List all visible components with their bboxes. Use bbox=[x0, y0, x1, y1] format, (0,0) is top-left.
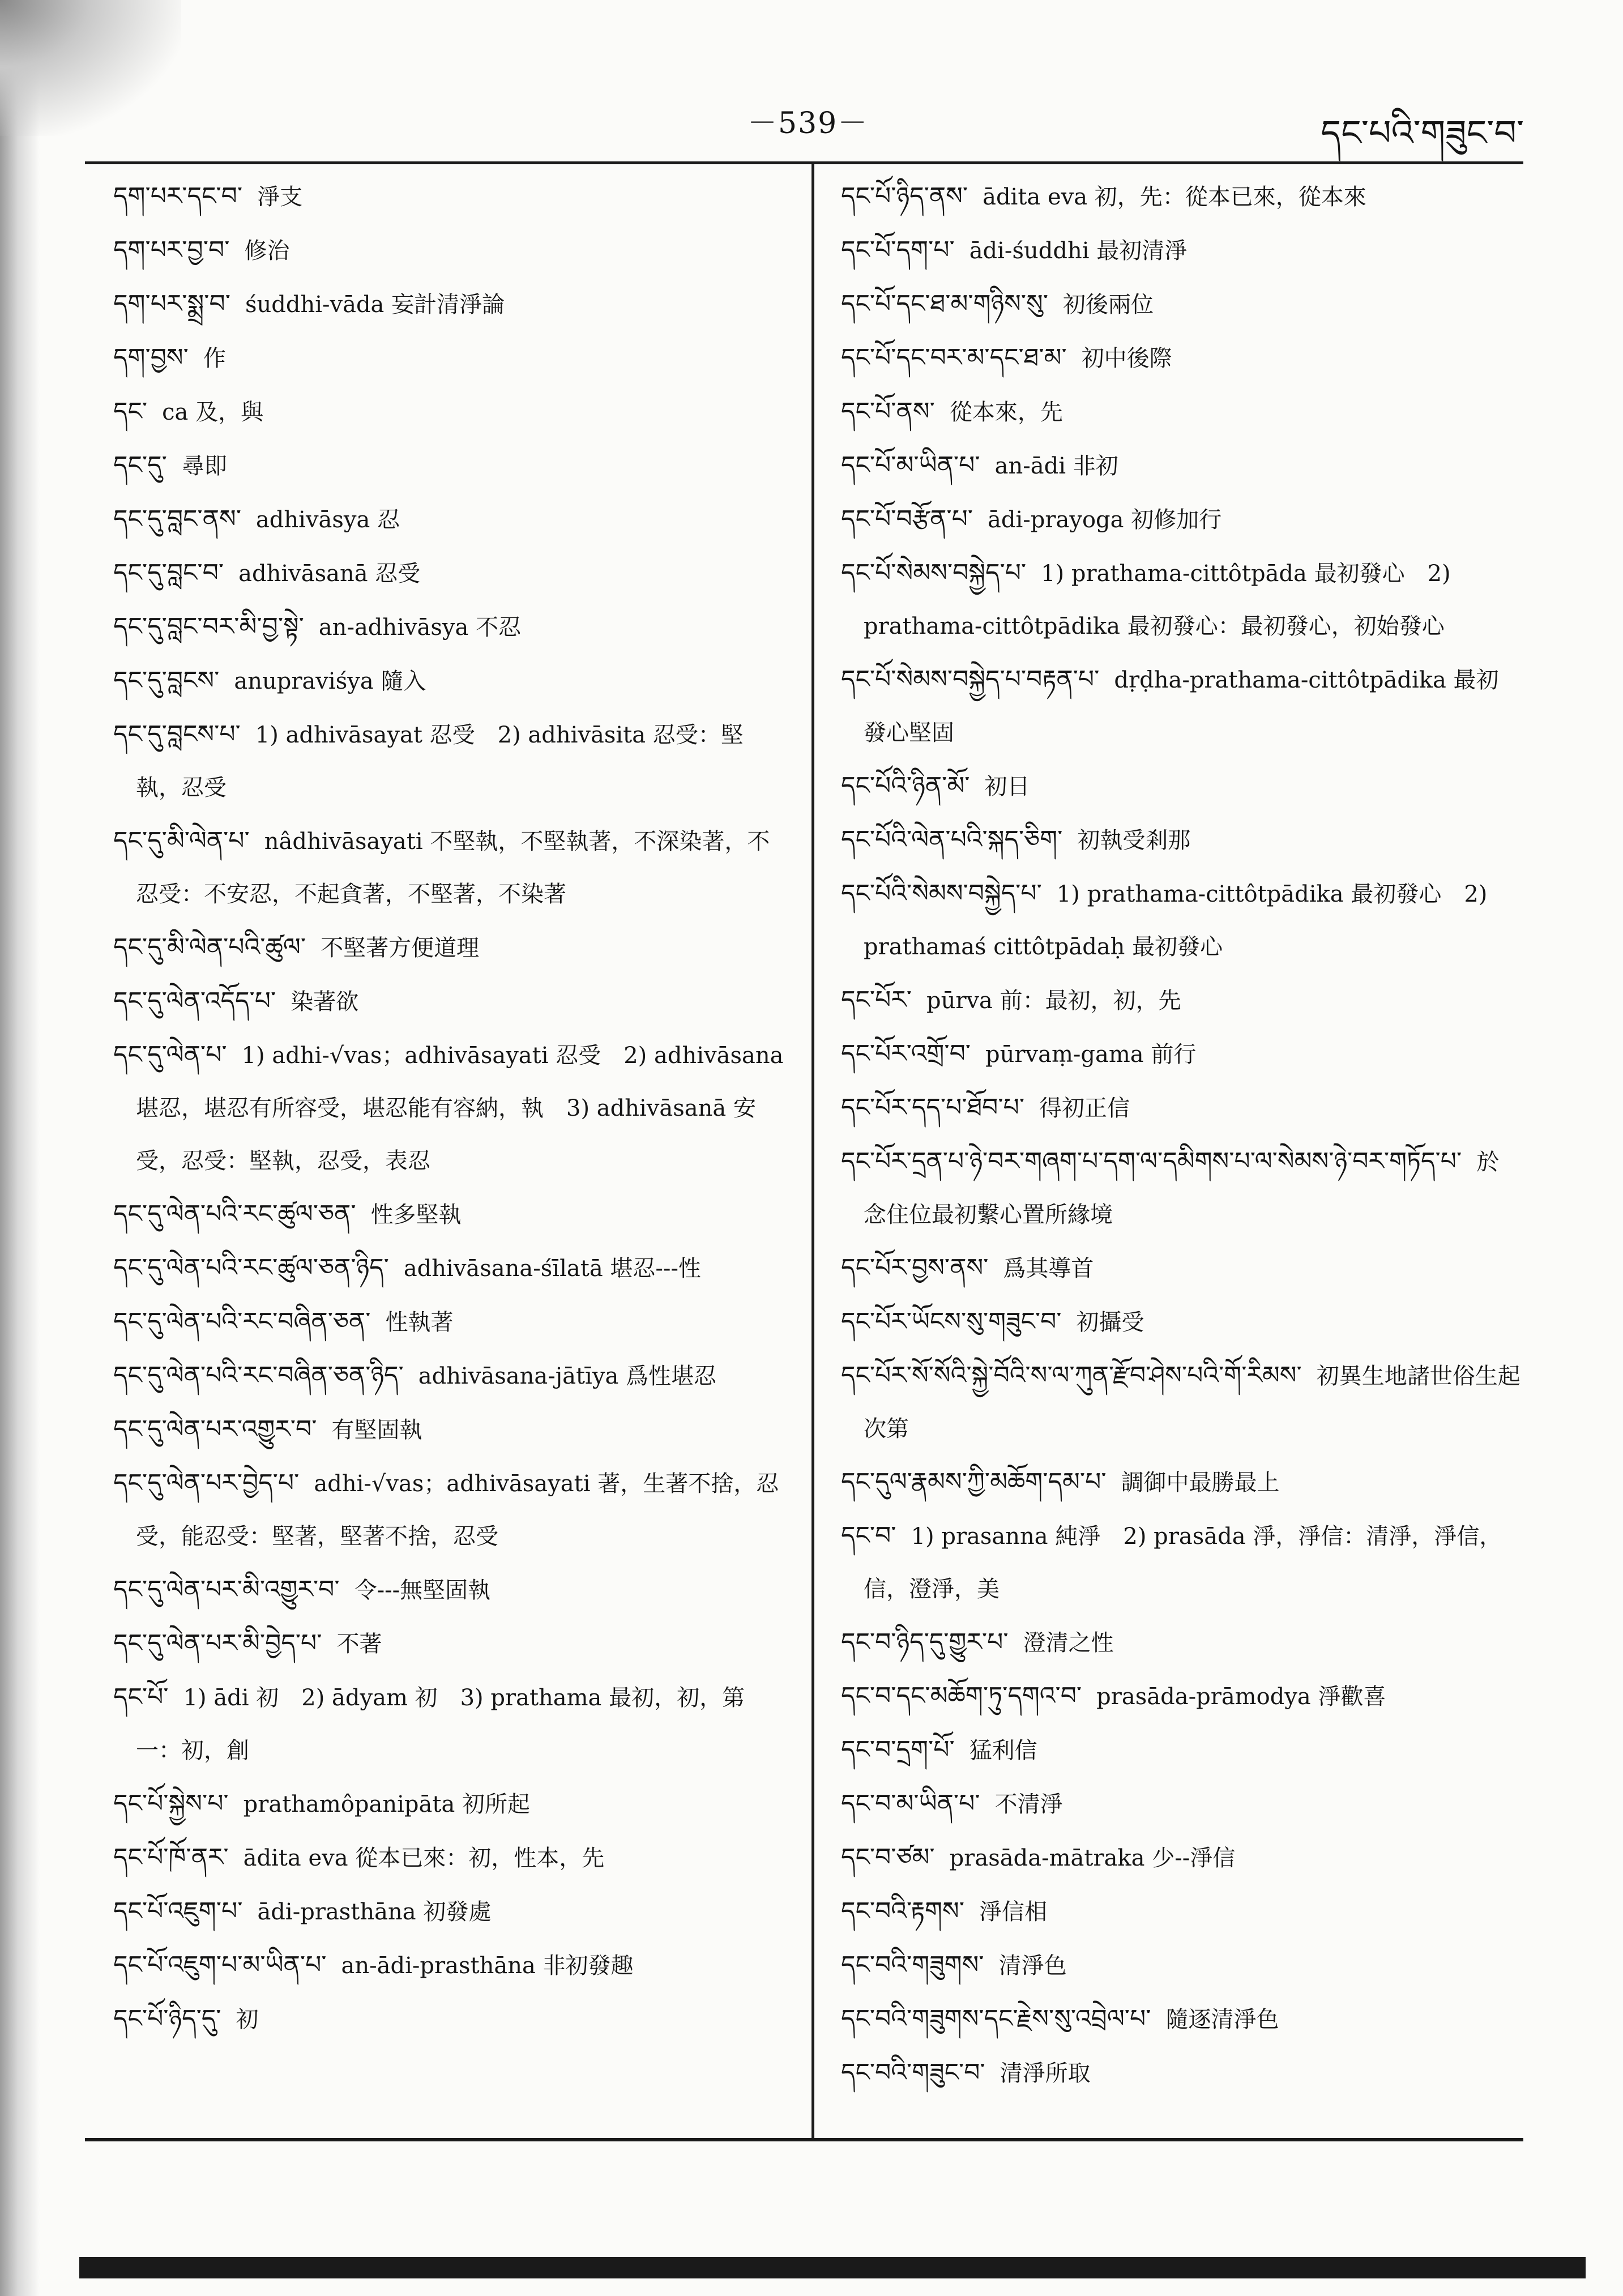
entry-definition: 調御中最勝最上 bbox=[1121, 1470, 1280, 1496]
entry-definition: 猛利信 bbox=[969, 1738, 1037, 1764]
dictionary-entry bbox=[841, 224, 1521, 278]
entry-definition: 於念住位最初繫心置所緣境 bbox=[864, 1149, 1500, 1228]
tibetan-headword: དང་བའི་རྟགས་ bbox=[841, 1897, 964, 1926]
entry-definition: 有堅固執 bbox=[331, 1417, 422, 1443]
entry-definition: 初執受剎那 bbox=[1077, 827, 1191, 853]
dictionary-entry bbox=[113, 1992, 784, 2046]
entry-definition: 1) ādi 初 2) ādyam 初 3) prathama 最初，初，第一：初，創 bbox=[136, 1685, 745, 1764]
dictionary-entry bbox=[841, 1027, 1521, 1081]
entry-definition: an-ādi 非初 bbox=[994, 453, 1118, 479]
entry-definition: 性執著 bbox=[385, 1309, 454, 1335]
entry-definition: ādita eva 從本已來：初，性本，先 bbox=[243, 1845, 605, 1871]
right-column bbox=[841, 170, 1521, 2129]
entry-definition: adhivāsanā 忍受 bbox=[238, 561, 421, 587]
tibetan-headword: དང་པོ་དང་བར་མ་དང་ཐ་མ་ bbox=[841, 343, 1067, 372]
left-column bbox=[113, 170, 784, 2129]
column-divider bbox=[812, 164, 814, 2141]
dictionary-entry bbox=[841, 1723, 1521, 1777]
entry-definition: dṛḍha-prathama-cittôtpādika 最初發心堅固 bbox=[864, 667, 1499, 746]
dictionary-entry bbox=[841, 1777, 1521, 1831]
dictionary-entry bbox=[841, 170, 1521, 224]
entry-definition: an-ādi-prasthāna 非初發趣 bbox=[341, 1953, 634, 1979]
tibetan-headword: དང་དུ་བླང་བ་ bbox=[113, 558, 224, 587]
dictionary-entry bbox=[113, 654, 784, 708]
dictionary-entry bbox=[113, 493, 784, 547]
dictionary-entry bbox=[841, 759, 1521, 813]
dictionary-entry bbox=[113, 1457, 784, 1563]
entry-definition: adhi-√vas；adhivāsayati 著，生著不捨，忍受，能忍受：堅著，堅著不捨，忍受 bbox=[136, 1471, 779, 1550]
entry-definition: 淨信相 bbox=[979, 1899, 1047, 1925]
dictionary-entry bbox=[841, 1616, 1521, 1670]
tibetan-headword: དང་པོར་བྱས་ནས་ bbox=[841, 1253, 989, 1282]
entry-definition: 澄清之性 bbox=[1023, 1630, 1114, 1656]
tibetan-headword: དང་པོ་ཉིད་ནས་ bbox=[841, 182, 968, 211]
entry-definition: pūrvaṃ-gama 前行 bbox=[985, 1042, 1197, 1068]
tibetan-headword: དང་དུ་མི་ལེན་པ་ bbox=[113, 826, 250, 855]
dictionary-entry bbox=[841, 1456, 1521, 1509]
dictionary-entry bbox=[841, 1081, 1521, 1135]
entry-definition: prathamôpanipāta 初所起 bbox=[243, 1791, 531, 1817]
tibetan-headword: དང་དུ་བླངས་ bbox=[113, 666, 220, 695]
tibetan-headword: དང་བའི་གཟུང་བ་ bbox=[841, 2058, 985, 2087]
entry-definition: śuddhi-vāda 妄計清淨論 bbox=[245, 292, 505, 318]
running-head: དང་པའི་གཟུང་བ་ bbox=[1321, 112, 1524, 153]
dictionary-entry bbox=[841, 547, 1521, 653]
page-edge-shadow bbox=[0, 0, 40, 2296]
entry-definition: 初後兩位 bbox=[1063, 292, 1154, 318]
dictionary-entry bbox=[113, 331, 784, 385]
tibetan-headword: དང་པོ་དང་ཐ་མ་གཉིས་སུ་ bbox=[841, 289, 1048, 318]
dictionary-entry bbox=[113, 1671, 784, 1777]
tibetan-headword: དག་བྱས་ bbox=[113, 343, 189, 372]
entry-definition: 清淨色 bbox=[998, 1953, 1067, 1979]
dictionary-entry bbox=[113, 975, 784, 1028]
tibetan-headword: དང་པོ་བརྩོན་པ་ bbox=[841, 505, 973, 534]
dictionary-entry bbox=[113, 1028, 784, 1188]
entry-definition: 初攝受 bbox=[1076, 1309, 1144, 1335]
dictionary-entry bbox=[841, 331, 1521, 385]
tibetan-headword: དང་པོ་ནས་ bbox=[841, 397, 935, 426]
top-rule bbox=[85, 161, 1523, 164]
tibetan-headword: དང་དུ་ལེན་འདོད་པ་ bbox=[113, 987, 276, 1015]
tibetan-headword: དང་པོར་འགྲོ་བ་ bbox=[841, 1039, 971, 1068]
tibetan-headword: དང་དུ་ལེན་པར་མི་བྱེད་པ་ bbox=[113, 1629, 322, 1658]
entry-definition: prasāda-mātraka 少--淨信 bbox=[949, 1845, 1236, 1871]
dictionary-entry bbox=[113, 385, 784, 439]
dictionary-entry bbox=[841, 974, 1521, 1027]
entry-definition: 淨支 bbox=[257, 184, 303, 210]
entry-definition: 不堅著方便道理 bbox=[321, 935, 480, 961]
dictionary-entry bbox=[841, 2046, 1521, 2100]
entry-definition: 1) adhi-√vas；adhivāsayati 忍受 2) adhivāsana 堪忍，堪忍有所容受，堪忍能有容納，執 3) adhivāsanā 安受，忍受：堅執，忍受，表忍 bbox=[136, 1043, 784, 1174]
tibetan-headword: དང་པོ་སྐྱེས་པ་ bbox=[113, 1789, 229, 1818]
tibetan-headword: དང་པོའི་ལེན་པའི་སྐད་ཅིག་ bbox=[841, 825, 1063, 854]
entry-definition: prasāda-prāmodya 淨歡喜 bbox=[1096, 1684, 1386, 1710]
dictionary-entry bbox=[841, 1135, 1521, 1241]
dictionary-entry bbox=[841, 653, 1521, 759]
entry-definition: 隨逐清淨色 bbox=[1165, 2007, 1279, 2033]
entry-definition: 爲其導首 bbox=[1003, 1256, 1094, 1282]
entry-definition: 初 bbox=[236, 2007, 259, 2033]
entry-definition: anupraviśya 隨入 bbox=[234, 668, 426, 694]
dictionary-entry bbox=[841, 1509, 1521, 1616]
dictionary-entry bbox=[841, 813, 1521, 867]
entry-definition: 染著欲 bbox=[291, 989, 359, 1015]
dictionary-entry bbox=[841, 867, 1521, 974]
tibetan-headword: དང་དུ་བླང་ནས་ bbox=[113, 505, 241, 534]
entry-definition: 作 bbox=[203, 345, 226, 372]
tibetan-headword: དང་པོར་དད་པ་ཐོབ་པ་ bbox=[841, 1093, 1025, 1122]
tibetan-headword: དང་པོ་སེམས་བསྐྱེད་པ་ bbox=[841, 558, 1027, 587]
entry-definition: ādi-śuddhi 最初清淨 bbox=[969, 238, 1188, 264]
dictionary-entry bbox=[113, 1617, 784, 1671]
tibetan-headword: དང་བའི་གཟུགས་ bbox=[841, 1951, 984, 1979]
dictionary-entry bbox=[113, 1349, 784, 1403]
tibetan-headword: དང་པོར་སོ་སོའི་སྐྱེ་བོའི་ས་ལ་ཀུན་རྫོབ་ཤེས་པའི་གོ་རིམས་ bbox=[841, 1361, 1302, 1390]
tibetan-headword: དང་དུ་བླང་བར་མི་བྱ་སྟེ་ bbox=[113, 612, 304, 641]
entry-definition: adhivāsana-jātīya 爲性堪忍 bbox=[418, 1363, 717, 1389]
tibetan-headword: དང་བ་ཉིད་དུ་གྱུར་པ་ bbox=[841, 1628, 1009, 1657]
tibetan-headword: དང་བ་དྲག་པོ་ bbox=[841, 1735, 955, 1764]
tibetan-headword: དང་པོ་མ་ཡིན་པ་ bbox=[841, 451, 980, 480]
entry-definition: 1) prathama-cittôtpādika 最初發心 2) prathamaś cittôtpādaḥ 最初發心 bbox=[864, 881, 1488, 960]
dictionary-entry bbox=[113, 1241, 784, 1295]
tibetan-headword: དང་དུ་ bbox=[113, 451, 167, 480]
tibetan-headword: དག་པར་སྨྲ་བ་ bbox=[113, 289, 230, 318]
dictionary-entry bbox=[113, 1295, 784, 1349]
tibetan-headword: དང་དུ་ལེན་པའི་རང་བཞིན་ཅན་ bbox=[113, 1307, 371, 1336]
dictionary-entry bbox=[113, 921, 784, 975]
tibetan-headword: དང་པོའི་ཉིན་མོ་ bbox=[841, 771, 970, 800]
entry-definition: 初異生地諸世俗生起次第 bbox=[864, 1363, 1521, 1442]
entry-definition: ādi-prayoga 初修加行 bbox=[988, 507, 1222, 533]
tibetan-headword: དང་པོར་ bbox=[841, 985, 912, 1014]
entry-definition: 不清淨 bbox=[994, 1791, 1063, 1817]
dictionary-entry bbox=[113, 224, 784, 278]
tibetan-headword: དང་དུལ་རྣམས་ཀྱི་མཆོག་དམ་པ་ bbox=[841, 1467, 1107, 1496]
dictionary-entry bbox=[113, 1188, 784, 1241]
entry-definition: nâdhivāsayati 不堅執，不堅執著，不深染著，不忍受：不安忍，不起貪著，不堅著，不染著 bbox=[136, 829, 770, 907]
entry-definition: 得初正信 bbox=[1039, 1095, 1130, 1121]
dictionary-entry bbox=[113, 1831, 784, 1885]
tibetan-headword: དག་པར་བྱ་བ་ bbox=[113, 236, 230, 264]
dictionary-entry bbox=[841, 439, 1521, 493]
dictionary-entry bbox=[841, 278, 1521, 331]
bottom-rule bbox=[85, 2138, 1523, 2141]
dictionary-entry bbox=[113, 600, 784, 654]
tibetan-headword: དང་པོ་ཉིད་དུ་ bbox=[113, 2004, 221, 2033]
tibetan-headword: དང་དུ་ལེན་པའི་རང་ཚུལ་ཅན་ཉིད་ bbox=[113, 1253, 389, 1282]
dictionary-entry bbox=[841, 493, 1521, 547]
tibetan-headword: དང་བ་ཙམ་ bbox=[841, 1843, 935, 1872]
tibetan-headword: དང་དུ་མི་ལེན་པའི་ཚུལ་ bbox=[113, 933, 306, 962]
dictionary-entry bbox=[113, 439, 784, 493]
tibetan-headword: དང་བ་ bbox=[841, 1521, 896, 1550]
dictionary-entry bbox=[841, 1885, 1521, 1939]
dictionary-entry bbox=[841, 385, 1521, 439]
dictionary-entry bbox=[841, 1295, 1521, 1349]
dictionary-entry bbox=[113, 1885, 784, 1939]
entry-definition: 1) prasanna 純淨 2) prasāda 淨，淨信：清淨，淨信，信，澄淨，美 bbox=[864, 1523, 1502, 1602]
dictionary-entry bbox=[113, 170, 784, 224]
tibetan-headword: དང་པོ་ bbox=[113, 1683, 169, 1712]
tibetan-headword: དང་པོ་སེམས་བསྐྱེད་པ་བརྟན་པ་ bbox=[841, 665, 1100, 694]
dictionary-entry bbox=[113, 1403, 784, 1457]
entry-definition: 令---無堅固執 bbox=[354, 1577, 491, 1603]
tibetan-headword: དག་པར་དང་བ་ bbox=[113, 182, 243, 211]
dictionary-entry bbox=[113, 547, 784, 600]
tibetan-headword: དང་པོར་ཡོངས་སུ་གཟུང་བ་ bbox=[841, 1307, 1062, 1336]
entry-definition: 1) prathama-cittôtpāda 最初發心 2) prathama-cittôtpādika 最初發心：最初發心，初始發心 bbox=[864, 561, 1451, 639]
dictionary-entry bbox=[841, 1939, 1521, 1992]
entry-definition: 修治 bbox=[244, 238, 290, 264]
tibetan-headword: དང་པོ་འཇུག་པ་མ་ཡིན་པ་ bbox=[113, 1951, 327, 1979]
tibetan-headword: དང་དུ་ལེན་པ་ bbox=[113, 1040, 227, 1069]
tibetan-headword: དང་པོ་དག་པ་ bbox=[841, 236, 955, 264]
tibetan-headword: དང་དུ་ལེན་པའི་རང་བཞིན་ཅན་ཉིད་ bbox=[113, 1361, 404, 1390]
entry-definition: 從本來，先 bbox=[949, 399, 1063, 425]
entry-definition: adhivāsana-śīlatā 堪忍---性 bbox=[403, 1256, 701, 1282]
tibetan-headword: དང་བ་དང་མཆོག་ཏུ་དགའ་བ་ bbox=[841, 1682, 1082, 1710]
scan-bottom-edge bbox=[79, 2257, 1586, 2278]
entry-definition: adhivāsya 忍 bbox=[255, 507, 400, 533]
entry-definition: 清淨所取 bbox=[1000, 2060, 1091, 2086]
dictionary-entry bbox=[841, 1670, 1521, 1723]
dictionary-entry bbox=[113, 1777, 784, 1831]
scan-corner-shadow bbox=[0, 0, 181, 136]
dictionary-entry bbox=[113, 1563, 784, 1617]
tibetan-headword: དང་དུ་བླངས་པ་ bbox=[113, 720, 241, 749]
tibetan-headword: དང་པོ་འཇུག་པ་ bbox=[113, 1897, 243, 1926]
entry-definition: ādi-prasthāna 初發處 bbox=[257, 1899, 492, 1925]
entry-definition: ca 及，與 bbox=[162, 399, 264, 425]
entry-definition: pūrva 前：最初，初，先 bbox=[926, 988, 1181, 1014]
dictionary-entry bbox=[113, 708, 784, 814]
entry-definition: 1) adhivāsayat 忍受 2) adhivāsita 忍受：堅執，忍受 bbox=[136, 722, 744, 801]
dictionary-entry bbox=[841, 1992, 1521, 2046]
entry-definition: 不著 bbox=[336, 1631, 382, 1657]
entry-definition: 初中後際 bbox=[1081, 345, 1172, 372]
tibetan-headword: དང་དུ་ལེན་པར་འགྱུར་བ་ bbox=[113, 1415, 317, 1444]
tibetan-headword: དང་བའི་གཟུགས་དང་རྗེས་སུ་འབྲེལ་པ་ bbox=[841, 2004, 1151, 2033]
tibetan-headword: དང་དུ་ལེན་པར་བྱེད་པ་ bbox=[113, 1469, 300, 1497]
dictionary-entry bbox=[841, 1349, 1521, 1456]
dictionary-entry bbox=[841, 1831, 1521, 1885]
tibetan-headword: དང་པོ་ཁོ་ནར་ bbox=[113, 1843, 229, 1872]
tibetan-headword: དང་དུ་ལེན་པའི་རང་ཚུལ་ཅན་ bbox=[113, 1200, 356, 1228]
dictionary-entry bbox=[841, 1241, 1521, 1295]
entry-definition: 初日 bbox=[984, 774, 1030, 800]
dictionary-entry bbox=[113, 278, 784, 331]
tibetan-headword: དང་པོའི་སེམས་བསྐྱེད་པ་ bbox=[841, 879, 1042, 908]
tibetan-headword: དང་པོར་དྲན་པ་ཉེ་བར་གཞག་པ་དག་ལ་དམིགས་པ་ལ་སེམས་ཉེ་བར་གཏོད་པ་ bbox=[841, 1147, 1462, 1176]
entry-definition: an-adhivāsya 不忍 bbox=[318, 614, 522, 641]
entry-definition: 性多堅執 bbox=[370, 1202, 462, 1228]
entry-definition: 尋即 bbox=[181, 453, 227, 479]
tibetan-headword: དང་ bbox=[113, 397, 148, 426]
tibetan-headword: དང་བ་མ་ཡིན་པ་ bbox=[841, 1789, 980, 1818]
dictionary-entry bbox=[113, 1939, 784, 1992]
entry-definition: ādita eva 初，先：從本已來，從本來 bbox=[983, 184, 1366, 210]
dictionary-entry bbox=[113, 814, 784, 921]
tibetan-headword: དང་དུ་ལེན་པར་མི་འགྱུར་བ་ bbox=[113, 1575, 340, 1604]
page-number: －539－ bbox=[748, 106, 869, 140]
